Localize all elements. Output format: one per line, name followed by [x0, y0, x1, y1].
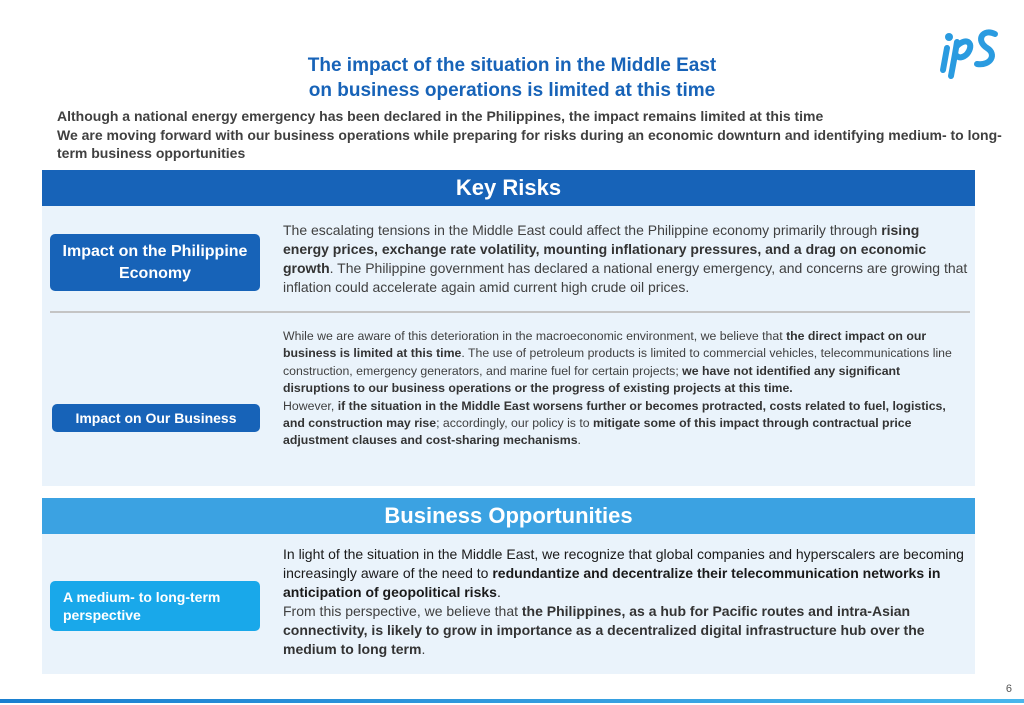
intro-line-1: Although a national energy emergency has been declared in the Philippines, the impact remains limited at this time — [57, 108, 824, 124]
text-run: . The Philippine government has declared a national energy emergency, and concerns are growing that inflation could accelerate again amid current high crude oil prices. — [283, 260, 968, 295]
footer-bar — [0, 699, 1024, 703]
page-title — [200, 53, 824, 103]
economy-impact-label: Impact on the Philippine Economy — [50, 234, 260, 291]
opportunities-heading: Business Opportunities — [42, 498, 975, 534]
long-term-perspective-label: A medium- to long-term perspective — [50, 581, 260, 631]
text-run-bold: redundantize and decentralize their telecommunication networks in anticipation of geopolitical risks — [283, 565, 941, 600]
section-divider — [50, 311, 970, 313]
text-run-bold: we have not identified any significant disruptions to our business operations or the progress of existing projects at this time. — [283, 363, 901, 396]
text-run: From this perspective, we believe that — [283, 603, 522, 619]
text-run: ; accordingly, our policy is to — [436, 416, 594, 431]
title-line-2: on business operations is limited at this time — [308, 80, 716, 101]
text-run: . — [421, 641, 426, 657]
text-run-bold: mitigate some of this impact through contractual price adjustment clauses and cost-sharing mechanisms — [283, 416, 912, 448]
business-impact-label: Impact on Our Business — [52, 404, 260, 432]
text-run: The escalating tensions in the Middle East could affect the Philippine economy primarily through — [283, 222, 882, 238]
page-number: 6 — [1005, 683, 1012, 695]
title-line-1: The impact of the situation in the Middle East — [307, 55, 717, 76]
business-impact-text — [283, 328, 968, 450]
text-run: In light of the situation in the Middle East, we recognize that global companies and hyperscalers are becoming increasingly aware of the need to — [283, 546, 964, 581]
text-run: . The use of petroleum products is limited to commercial vehicles, telecommunications line construction, emergency generators, and marine fuel for certain projects; — [283, 346, 952, 378]
ips-logo-icon — [935, 20, 1005, 80]
economy-impact-text — [283, 221, 968, 297]
text-run-bold: rising energy prices, exchange rate volatility, mounting inflationary pressures, and a drag on economic growth — [283, 222, 927, 276]
text-run: . — [577, 433, 581, 448]
opportunities-text — [283, 545, 968, 659]
text-run-bold: the direct impact on our business is limited at this time — [283, 329, 927, 361]
text-run: However, — [283, 398, 338, 413]
text-run-bold: the Philippines, as a hub for Pacific routes and intra-Asian connectivity, is likely to grow in importance as a decentralized digital infrastructure hub over the medium to long term — [283, 603, 925, 657]
text-run: While we are aware of this deterioration in the macroeconomic environment, we believe that — [283, 329, 787, 343]
intro-text — [57, 107, 1007, 163]
key-risks-heading: Key Risks — [42, 170, 975, 206]
text-run: . — [496, 584, 501, 600]
text-run-bold: if the situation in the Middle East worsens further or becomes protracted, costs related to fuel, logistics, and construction may rise — [283, 398, 946, 431]
intro-line-2: We are moving forward with our business operations while preparing for risks during an economic downturn and identifying medium- to long-term business opportunities — [57, 126, 1002, 161]
